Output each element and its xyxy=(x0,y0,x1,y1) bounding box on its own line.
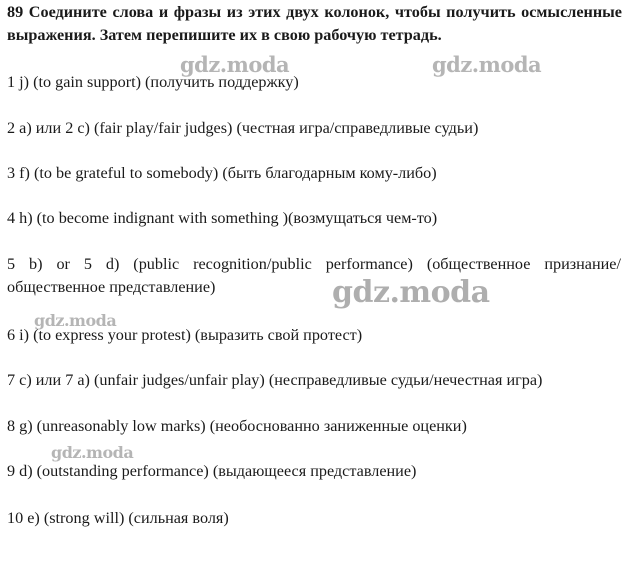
answer-line: 2 а) или 2 с) (fair play/fair judges) (честная игра/справедливые судьи) xyxy=(7,119,479,137)
answer-line: 7 c) или 7 а) (unfair judges/unfair play) (несправедливые судьи/нечестная игра) xyxy=(7,371,543,389)
answer-line: 6 i) (to express your protest) (выразить свой протест) xyxy=(7,326,363,344)
answer-line: 1 j) (to gain support) (получить поддержку) xyxy=(7,73,299,91)
answer-line: 3 f) (to be grateful to somebody) (быть благодарным кому-либо) xyxy=(7,164,437,182)
watermark: gdz.moda xyxy=(51,443,134,462)
answer-line: 9 d) (outstanding performance) (выдающееся представление) xyxy=(7,462,417,480)
task-header: 89 Соедините слова и фразы из этих двух колонок, чтобы получить осмысленные выражения. Затем перепишите их в свою рабочую тетрадь. xyxy=(7,3,622,44)
answer-line: 10 e) (strong will) (сильная воля) xyxy=(7,509,229,527)
answer-line: 5 b) or 5 d) (public recognition/public performance) (общественное признание/общественное представление) xyxy=(7,255,621,296)
answer-line: 8 g) (unreasonably low marks) (необоснованно заниженные оценки) xyxy=(7,417,467,435)
answer-line: 4 h) (to become indignant with something )(возмущаться чем-то) xyxy=(7,209,438,227)
watermark: gdz.moda xyxy=(332,275,490,310)
watermark: gdz.moda xyxy=(180,52,290,77)
watermark: gdz.moda xyxy=(34,311,117,330)
watermark: gdz.moda xyxy=(432,52,542,77)
